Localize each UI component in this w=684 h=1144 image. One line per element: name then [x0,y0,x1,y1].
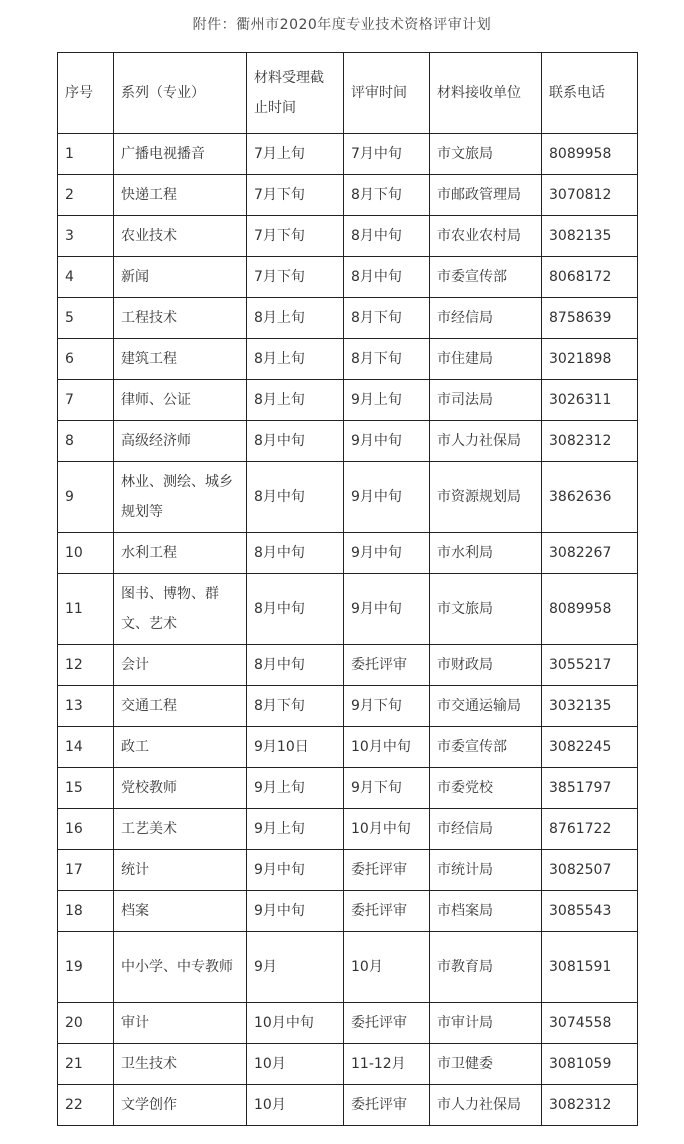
cell-phone: 8068172 [542,257,638,298]
table-row [58,891,638,932]
cell-review: 8月下旬 [344,339,430,380]
cell-no: 20 [58,1003,114,1044]
cell-series: 党校教师 [114,768,247,809]
cell-series: 中小学、中专教师 [114,932,247,1003]
cell-review: 9月下旬 [344,768,430,809]
cell-series: 快递工程 [114,175,247,216]
cell-no: 4 [58,257,114,298]
cell-no: 6 [58,339,114,380]
table-row [58,134,638,175]
cell-review: 9月下旬 [344,686,430,727]
cell-deadline: 7月下旬 [247,257,344,298]
cell-review: 委托评审 [344,1003,430,1044]
cell-review: 8月中旬 [344,216,430,257]
cell-unit: 市人力社保局 [430,421,542,462]
cell-no: 5 [58,298,114,339]
cell-deadline: 8月中旬 [247,645,344,686]
cell-series: 建筑工程 [114,339,247,380]
cell-deadline: 8月中旬 [247,533,344,574]
cell-deadline: 8月中旬 [247,462,344,533]
table-row [58,809,638,850]
cell-review: 10月 [344,932,430,1003]
table-row [58,686,638,727]
cell-review: 10月中旬 [344,727,430,768]
cell-deadline: 7月下旬 [247,175,344,216]
cell-series: 新闻 [114,257,247,298]
table-row [58,1085,638,1126]
table-row [58,645,638,686]
cell-unit: 市资源规划局 [430,462,542,533]
header-review: 评审时间 [344,53,430,134]
cell-no: 1 [58,134,114,175]
cell-series: 档案 [114,891,247,932]
cell-no: 3 [58,216,114,257]
cell-no: 13 [58,686,114,727]
cell-unit: 市文旅局 [430,134,542,175]
cell-no: 9 [58,462,114,533]
cell-review: 委托评审 [344,1085,430,1126]
cell-review: 9月上旬 [344,380,430,421]
cell-deadline: 8月中旬 [247,574,344,645]
table-body [58,134,638,1126]
header-phone: 联系电话 [542,53,638,134]
header-series: 系列（专业） [114,53,247,134]
cell-unit: 市住建局 [430,339,542,380]
table-row [58,1044,638,1085]
cell-series: 广播电视播音 [114,134,247,175]
cell-no: 18 [58,891,114,932]
cell-phone: 3021898 [542,339,638,380]
cell-series: 文学创作 [114,1085,247,1126]
cell-unit: 市教育局 [430,932,542,1003]
cell-series: 图书、博物、群文、艺术 [114,574,247,645]
table-row [58,462,638,533]
cell-review: 7月中旬 [344,134,430,175]
cell-no: 14 [58,727,114,768]
cell-series: 统计 [114,850,247,891]
table-row [58,768,638,809]
cell-unit: 市审计局 [430,1003,542,1044]
table-row [58,257,638,298]
cell-series: 会计 [114,645,247,686]
cell-unit: 市统计局 [430,850,542,891]
table-row [58,932,638,1003]
cell-series: 审计 [114,1003,247,1044]
cell-deadline: 8月上旬 [247,339,344,380]
cell-deadline: 7月下旬 [247,216,344,257]
cell-unit: 市经信局 [430,298,542,339]
cell-phone: 3082312 [542,1085,638,1126]
cell-deadline: 9月上旬 [247,809,344,850]
cell-no: 10 [58,533,114,574]
cell-deadline: 9月中旬 [247,891,344,932]
cell-unit: 市农业农村局 [430,216,542,257]
cell-series: 工艺美术 [114,809,247,850]
cell-unit: 市文旅局 [430,574,542,645]
cell-phone: 8758639 [542,298,638,339]
cell-phone: 3070812 [542,175,638,216]
cell-phone: 8089958 [542,134,638,175]
cell-review: 委托评审 [344,645,430,686]
cell-series: 农业技术 [114,216,247,257]
cell-phone: 3081591 [542,932,638,1003]
cell-review: 8月下旬 [344,298,430,339]
cell-unit: 市委宣传部 [430,257,542,298]
cell-no: 22 [58,1085,114,1126]
cell-no: 16 [58,809,114,850]
table-row [58,339,638,380]
cell-unit: 市经信局 [430,809,542,850]
cell-phone: 3082245 [542,727,638,768]
evaluation-plan-table [57,52,638,1126]
table-row [58,216,638,257]
cell-deadline: 9月10日 [247,727,344,768]
cell-deadline: 8月上旬 [247,380,344,421]
cell-review: 9月中旬 [344,421,430,462]
cell-series: 水利工程 [114,533,247,574]
cell-unit: 市交通运输局 [430,686,542,727]
cell-deadline: 10月 [247,1085,344,1126]
cell-unit: 市卫健委 [430,1044,542,1085]
table-row [58,175,638,216]
cell-phone: 3055217 [542,645,638,686]
cell-series: 政工 [114,727,247,768]
cell-review: 11-12月 [344,1044,430,1085]
cell-deadline: 9月上旬 [247,768,344,809]
cell-review: 8月下旬 [344,175,430,216]
cell-unit: 市司法局 [430,380,542,421]
cell-series: 卫生技术 [114,1044,247,1085]
cell-phone: 3032135 [542,686,638,727]
table-row [58,574,638,645]
cell-phone: 3081059 [542,1044,638,1085]
cell-deadline: 8月中旬 [247,421,344,462]
cell-series: 高级经济师 [114,421,247,462]
cell-no: 17 [58,850,114,891]
cell-deadline: 8月上旬 [247,298,344,339]
cell-review: 8月中旬 [344,257,430,298]
cell-series: 工程技术 [114,298,247,339]
cell-series: 林业、测绘、城乡规划等 [114,462,247,533]
cell-phone: 8761722 [542,809,638,850]
cell-deadline: 9月中旬 [247,850,344,891]
cell-no: 11 [58,574,114,645]
cell-deadline: 7月上旬 [247,134,344,175]
cell-phone: 3082507 [542,850,638,891]
cell-unit: 市人力社保局 [430,1085,542,1126]
cell-unit: 市委宣传部 [430,727,542,768]
cell-unit: 市财政局 [430,645,542,686]
page-title: 附件：衢州市2020年度专业技术资格评审计划 [192,17,492,33]
table-row [58,421,638,462]
cell-unit: 市档案局 [430,891,542,932]
cell-phone: 3082312 [542,421,638,462]
cell-deadline: 10月 [247,1044,344,1085]
cell-review: 委托评审 [344,891,430,932]
cell-review: 9月中旬 [344,574,430,645]
cell-phone: 3074558 [542,1003,638,1044]
cell-no: 15 [58,768,114,809]
cell-phone: 3851797 [542,768,638,809]
cell-unit: 市水利局 [430,533,542,574]
table-row [58,298,638,339]
table-header-row [58,53,638,134]
cell-series: 律师、公证 [114,380,247,421]
cell-deadline: 9月 [247,932,344,1003]
cell-review: 9月中旬 [344,462,430,533]
header-deadline: 材料受理截止时间 [247,53,344,134]
cell-review: 10月中旬 [344,809,430,850]
table-row [58,1003,638,1044]
cell-no: 12 [58,645,114,686]
header-unit: 材料接收单位 [430,53,542,134]
cell-deadline: 10月中旬 [247,1003,344,1044]
cell-phone: 8089958 [542,574,638,645]
cell-phone: 3862636 [542,462,638,533]
cell-review: 委托评审 [344,850,430,891]
cell-unit: 市邮政管理局 [430,175,542,216]
cell-deadline: 8月下旬 [247,686,344,727]
cell-no: 19 [58,932,114,1003]
cell-review: 9月中旬 [344,533,430,574]
cell-no: 21 [58,1044,114,1085]
cell-phone: 3082135 [542,216,638,257]
cell-phone: 3085543 [542,891,638,932]
table-row [58,727,638,768]
cell-no: 7 [58,380,114,421]
cell-phone: 3082267 [542,533,638,574]
cell-series: 交通工程 [114,686,247,727]
table-row [58,380,638,421]
header-no: 序号 [58,53,114,134]
cell-no: 8 [58,421,114,462]
table-row [58,850,638,891]
cell-no: 2 [58,175,114,216]
cell-phone: 3026311 [542,380,638,421]
cell-unit: 市委党校 [430,768,542,809]
table-row [58,533,638,574]
